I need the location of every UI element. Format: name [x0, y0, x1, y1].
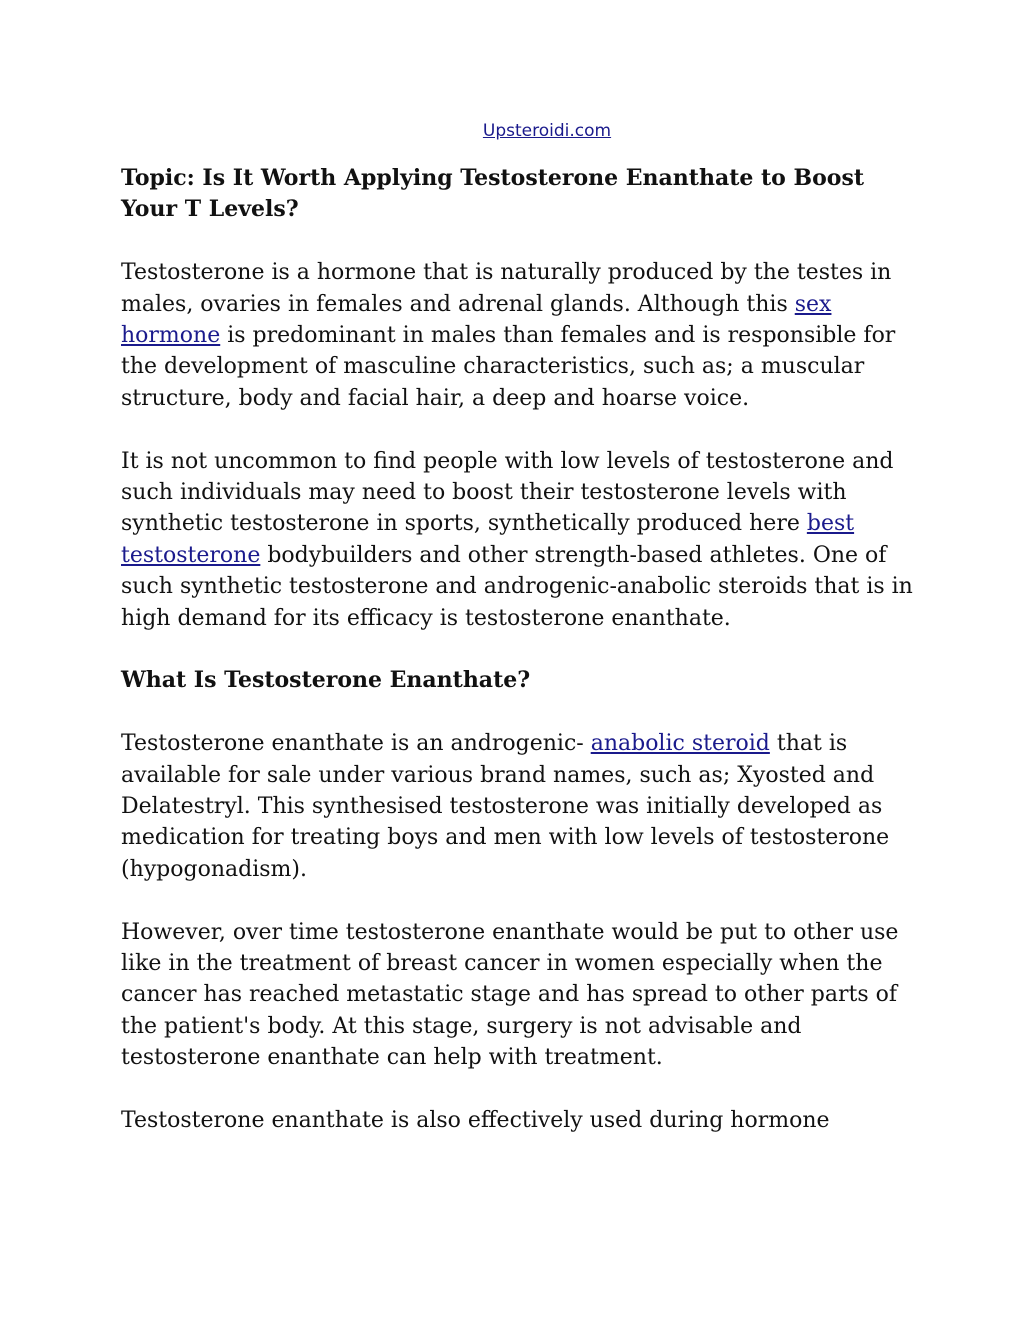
article-title: Topic: Is It Worth Applying Testosterone Enanthate to Boost Your T Levels? — [121, 165, 865, 223]
paragraph-hormone-therapy: Testosterone enanthate is also effectively used during hormone — [121, 1108, 830, 1134]
paragraph-definition — [121, 728, 921, 885]
best-testosterone-link[interactable]: best testosterone — [121, 511, 855, 568]
section-heading: What Is Testosterone Enanthate? — [121, 667, 531, 694]
site-link[interactable]: Upsteroidi.com — [482, 121, 612, 141]
paragraph-text: that is available for sale under various brand names, such as; Xyosted and Delatestryl. This synthesised testosterone was initially developed as medication for treating boys and men with low levels of testosterone (hypogonadism). — [121, 731, 890, 882]
anabolic-steroid-link[interactable]: anabolic steroid — [590, 731, 770, 757]
paragraph-text: bodybuilders and other strength-based athletes. One of such synthetic testosterone and androgenic-anabolic steroids that is in high demand for its efficacy is testosterone enanthate. — [121, 542, 913, 631]
paragraph-text: is predominant in males than females and is responsible for the development of masculine characteristics, such as; a muscular structure, body and facial hair, a deep and hoarse voice. — [121, 323, 896, 411]
article-body — [121, 163, 921, 1168]
paragraph-other-uses: However, over time testosterone enanthate would be put to other use like in the treatment of breast cancer in women especially when the cancer has reached metastatic stage and has spread to other parts of the patient's body. At this stage, surgery is not advisable and testosterone enanthate can help with treatment. — [121, 919, 899, 1071]
paragraph-text: Testosterone is a hormone that is naturally produced by the testes in males, ovaries in females and adrenal glands. Although this — [121, 260, 892, 317]
paragraph-low-levels — [121, 446, 921, 634]
paragraph-text: It is not uncommon to find people with low levels of testosterone and such individuals may need to boost their testosterone levels with synthetic testosterone in sports, synthetically produced here — [121, 448, 894, 537]
paragraph-text: Testosterone enanthate is an androgenic- — [121, 731, 591, 757]
paragraph-intro — [121, 257, 921, 414]
sex-hormone-link[interactable]: sex hormone — [121, 291, 832, 349]
